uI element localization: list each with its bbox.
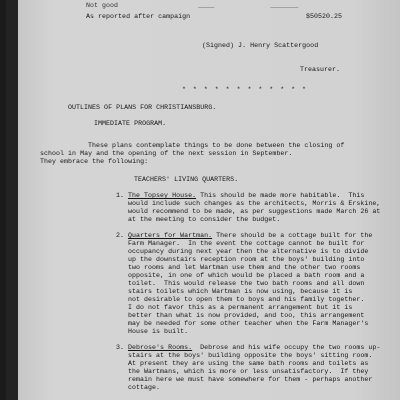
item-3-line: At present they are using the same bath rooms and toilets as bbox=[128, 360, 369, 367]
item-2-line: House is built. bbox=[128, 328, 189, 335]
item-2-line: Farm Manager. In the event the cottage cannot be built for bbox=[128, 240, 365, 247]
item-2-line: may be needed for some other teacher when the Farm Manager's bbox=[128, 320, 369, 327]
section-title: TEACHERS' LIVING QUARTERS. bbox=[134, 176, 239, 183]
signature-line: (Signed) J. Henry Scattergood bbox=[202, 42, 319, 49]
signature-title: Treasurer. bbox=[300, 66, 341, 73]
reported-amount: $50520.25 bbox=[306, 13, 343, 20]
item-2-line: occupancy during next year then the alternative is to divide bbox=[128, 248, 369, 255]
reported-text: As reported after campaign bbox=[86, 13, 191, 20]
item-1-number: 1. bbox=[116, 192, 125, 199]
cut-line: Not good ____ _______ bbox=[86, 2, 299, 9]
item-3-number: 3. bbox=[116, 344, 125, 351]
item-2-number: 2. bbox=[116, 232, 125, 239]
item-1-line: would recommend to be made, as per suggestions made March 26 at bbox=[128, 208, 381, 215]
item-2-first-line bbox=[128, 232, 372, 239]
document-page bbox=[6, 0, 400, 400]
item-1-first-line bbox=[128, 192, 364, 199]
item-3-line: the Wartmans, which is more or less unsatisfactory. If they bbox=[128, 368, 369, 375]
item-3-line: remain here we must have somewhere for them - perhaps another bbox=[128, 376, 373, 383]
item-2-line: opposite, in one of which would be placed a bath room and a bbox=[128, 272, 365, 279]
item-2-line: two rooms and let Wartman use them and the other two rooms bbox=[128, 264, 361, 271]
item-3-title: Debrose's Rooms. bbox=[128, 344, 193, 351]
item-1-line: at the meeting to consider the budget. bbox=[128, 216, 281, 223]
doc-subheading: IMMEDIATE PROGRAM. bbox=[94, 120, 167, 127]
intro-line-3: They embrace the following: bbox=[40, 158, 149, 165]
item-2-line: toilet. This would release the two bath rooms and all down bbox=[128, 280, 365, 287]
item-2-line: not desirable to open them to boys and his family together. bbox=[128, 296, 365, 303]
item-3-first-text: Debrose and his wife occupy the two rooms up- bbox=[192, 344, 381, 351]
item-2-first-text: There should be a cottage built for the bbox=[212, 232, 373, 239]
intro-line-1: These plans contemplate things to be done between the closing of bbox=[88, 142, 345, 149]
item-3-first-line bbox=[128, 344, 380, 351]
item-1-title: The Topsey House. bbox=[128, 192, 197, 199]
item-2-title: Quarters for Wartman. bbox=[128, 232, 213, 239]
item-3-line: cottage. bbox=[128, 384, 161, 391]
item-2-line: better than what is now provided, and too, this arrangement bbox=[128, 312, 365, 319]
item-2-line: stairs toilets which Wartman is now using, because it is bbox=[128, 288, 353, 295]
separator: * * * * * * * * * * * * bbox=[182, 86, 308, 93]
item-1-first-text: This should be made more habitable. This bbox=[196, 192, 365, 199]
intro-line-2: school in May and the opening of the next session in September. bbox=[40, 150, 293, 157]
item-2-line: up the downstairs reception room at the boys' building into bbox=[128, 256, 365, 263]
item-1-line: would include such changes as the architects, Morris & Erskine, bbox=[128, 200, 381, 207]
item-2-line: I do not favor this as a permanent arrangement but it is bbox=[128, 304, 353, 311]
item-3-line: stairs at the boys' building opposite the boys' sitting room. bbox=[128, 352, 373, 359]
binding-edge bbox=[6, 0, 18, 400]
doc-heading: OUTLINES OF PLANS FOR CHRISTIANSBURG. bbox=[68, 104, 217, 111]
